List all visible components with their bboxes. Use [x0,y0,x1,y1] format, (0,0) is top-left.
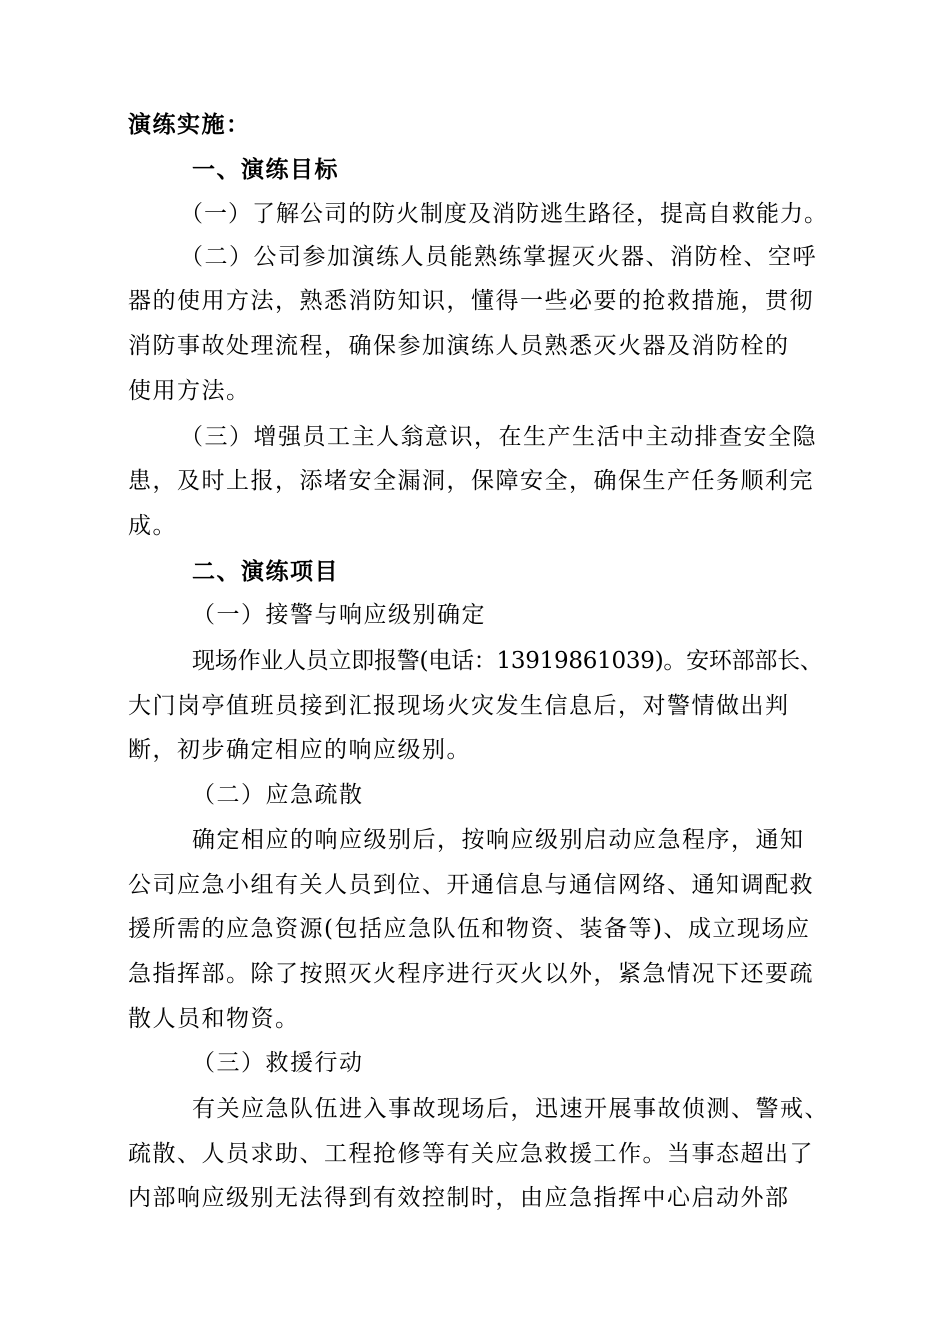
paragraph-line: （一）了解公司的防火制度及消防逃生路径，提高自救能力。 [180,201,828,227]
paragraph-line: 大门岗亭值班员接到汇报现场火灾发生信息后，对警情做出判 [128,693,790,719]
paragraph-line: 散人员和物资。 [128,1006,300,1032]
paragraph-line: 有关应急队伍进入事故现场后，迅速开展事故侦测、警戒、 [192,1096,829,1122]
paragraph-line: 内部响应级别无法得到有效控制时，由应急指挥中心启动外部 [128,1185,790,1211]
section-heading-2: 二、演练项目 [192,559,339,585]
subsection-heading: （一）接警与响应级别确定 [192,602,486,628]
paragraph-line: 器的使用方法，熟悉消防知识，懂得一些必要的抢救措施，贯彻 [128,288,814,314]
paragraph-line: （三）增强员工主人翁意识，在生产生活中主动排查安全隐 [180,424,817,450]
paragraph-line: 现场作业人员立即报警(电话：13919861039)。安环部部长、 [192,648,823,674]
subsection-heading: （二）应急疏散 [192,782,364,808]
doc-title: 演练实施： [128,112,251,138]
subsection-heading: （三）救援行动 [192,1050,364,1076]
paragraph-line: 断，初步确定相应的响应级别。 [128,737,471,763]
paragraph-line: 疏散、人员求助、工程抢修等有关应急救援工作。当事态超出了 [128,1141,814,1167]
paragraph-line: （二）公司参加演练人员能熟练掌握灭火器、消防栓、空呼 [180,244,817,270]
paragraph-line: 使用方法。 [128,378,251,404]
paragraph-line: 确定相应的响应级别后，按响应级别启动应急程序，通知 [192,827,805,853]
paragraph-line: 急指挥部。除了按照灭火程序进行灭火以外，紧急情况下还要疏 [128,961,814,987]
paragraph-line: 消防事故处理流程，确保参加演练人员熟悉灭火器及消防栓的 [128,333,790,359]
paragraph-line: 患，及时上报，添堵安全漏洞，保障安全，确保生产任务顺利完 [128,468,814,494]
paragraph-line: 援所需的应急资源(包括应急队伍和物资、装备等)、成立现场应 [128,916,811,942]
paragraph-line: 公司应急小组有关人员到位、开通信息与通信网络、通知调配救 [128,872,814,898]
paragraph-line: 成。 [128,513,177,539]
section-heading-1: 一、演练目标 [192,157,339,183]
